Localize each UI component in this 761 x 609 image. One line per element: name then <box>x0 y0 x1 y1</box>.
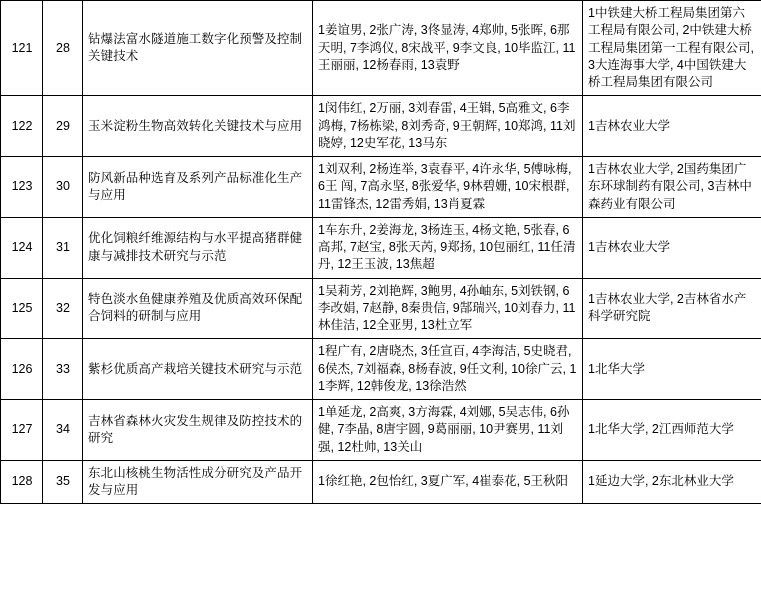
cell-num: 34 <box>43 400 83 461</box>
cell-seq: 124 <box>1 217 43 278</box>
table-row <box>1 339 761 400</box>
table-row <box>1 217 761 278</box>
cell-num: 33 <box>43 339 83 400</box>
table-row <box>1 1 761 96</box>
cell-seq: 121 <box>1 1 43 96</box>
cell-title: 玉米淀粉生物高效转化关键技术与应用 <box>83 96 313 157</box>
cell-num: 35 <box>43 460 83 504</box>
table-row <box>1 278 761 339</box>
cell-title: 东北山核桃生物活性成分研究及产品开发与应用 <box>83 460 313 504</box>
cell-people: 1刘双利, 2杨连举, 3袁春平, 4许永华, 5傅咏梅, 6王 闯, 7高永坚, 8张爱华, 9林碧姗, 10宋根群, 11雷锋杰, 12雷秀娟, 13肖夏霖 <box>313 157 583 218</box>
cell-title: 特色淡水鱼健康养殖及优质高效环保配合饲料的研制与应用 <box>83 278 313 339</box>
cell-org: 1北华大学 <box>583 339 761 400</box>
cell-people: 1吴莉芳, 2刘艳辉, 3鲍男, 4孙岫东, 5刘铁钢, 6李改娟, 7赵静, 8秦贵信, 9郜瑞兴, 10刘春力, 11林佳洁, 12全亚男, 13杜立军 <box>313 278 583 339</box>
cell-num: 32 <box>43 278 83 339</box>
cell-org: 1吉林农业大学 <box>583 96 761 157</box>
cell-title: 防风新品种选育及系列产品标准化生产与应用 <box>83 157 313 218</box>
table-row <box>1 157 761 218</box>
cell-people: 1单延龙, 2高爽, 3方海霖, 4刘娜, 5吴志伟, 6孙健, 7李晶, 8唐宇圆, 9葛丽丽, 10尹赛男, 11刘强, 12杜帅, 13关山 <box>313 400 583 461</box>
cell-org: 1吉林农业大学, 2吉林省水产科学研究院 <box>583 278 761 339</box>
cell-title: 紫杉优质高产栽培关键技术研究与示范 <box>83 339 313 400</box>
cell-seq: 127 <box>1 400 43 461</box>
table-row <box>1 460 761 504</box>
cell-num: 28 <box>43 1 83 96</box>
cell-title: 钻爆法富水隧道施工数字化预警及控制关键技术 <box>83 1 313 96</box>
cell-num: 29 <box>43 96 83 157</box>
cell-people: 1姜谊男, 2张广涛, 3佟显涛, 4郑帅, 5张晖, 6那天明, 7李鸿仪, 8宋战平, 9李文良, 10毕监江, 11王丽丽, 12杨春雨, 13袁野 <box>313 1 583 96</box>
table-row <box>1 400 761 461</box>
cell-people: 1车东升, 2姜海龙, 3杨连玉, 4杨文艳, 5张春, 6高邦, 7赵宝, 8张天芮, 9郑扬, 10包丽红, 11任清丹, 12王玉波, 13焦超 <box>313 217 583 278</box>
cell-org: 1延边大学, 2东北林业大学 <box>583 460 761 504</box>
cell-seq: 126 <box>1 339 43 400</box>
table-row <box>1 96 761 157</box>
cell-people: 1徐红艳, 2包怡红, 3夏广军, 4崔泰花, 5王秋阳 <box>313 460 583 504</box>
cell-seq: 125 <box>1 278 43 339</box>
cell-title: 吉林省森林火灾发生规律及防控技术的研究 <box>83 400 313 461</box>
table-body <box>1 1 761 504</box>
cell-people: 1闵伟红, 2万丽, 3刘春雷, 4王辑, 5高雅文, 6李鸿梅, 7杨栋梁, 8刘秀奇, 9王朝辉, 10郑鸿, 11刘晓婷, 12史军花, 13马东 <box>313 96 583 157</box>
cell-people: 1程广有, 2唐晓杰, 3任宣百, 4李海洁, 5史晓君, 6侯杰, 7刘福森, 8杨春波, 9任文利, 10徐广云, 11李辉, 12韩俊龙, 13徐浩然 <box>313 339 583 400</box>
cell-seq: 128 <box>1 460 43 504</box>
cell-seq: 123 <box>1 157 43 218</box>
cell-org: 1吉林农业大学, 2国药集团广东环球制药有限公司, 3吉林中森药业有限公司 <box>583 157 761 218</box>
cell-seq: 122 <box>1 96 43 157</box>
cell-org: 1北华大学, 2江西师范大学 <box>583 400 761 461</box>
cell-title: 优化饲粮纤维源结构与水平提高猪群健康与减排技术研究与示范 <box>83 217 313 278</box>
cell-org: 1中铁建大桥工程局集团第六工程局有限公司, 2中铁建大桥工程局集团第一工程有限公司, 3大连海事大学, 4中国铁建大桥工程局集团有限公司 <box>583 1 761 96</box>
cell-num: 31 <box>43 217 83 278</box>
cell-num: 30 <box>43 157 83 218</box>
cell-org: 1吉林农业大学 <box>583 217 761 278</box>
